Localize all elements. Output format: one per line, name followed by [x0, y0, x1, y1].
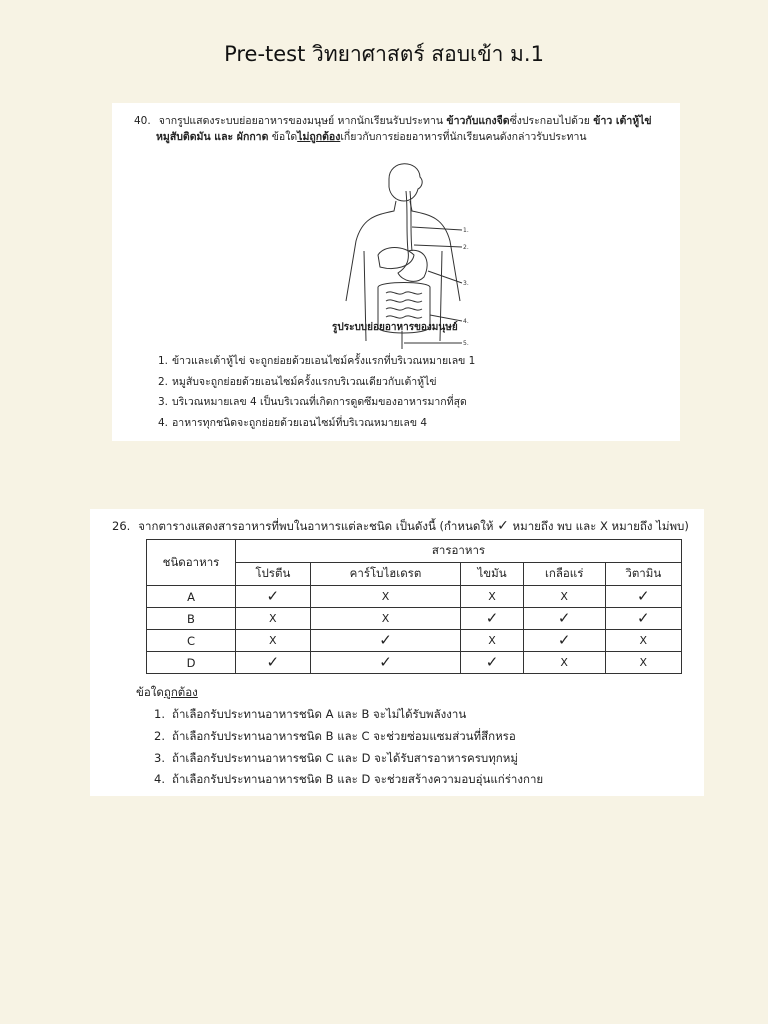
option-text: ถ้าเลือกรับประทานอาหารชนิด A และ B จะไม่ได้รับพลังงาน [172, 707, 467, 721]
question-26-card [90, 509, 704, 796]
check-icon: ✓ [497, 518, 509, 534]
table-cell: X [605, 630, 681, 652]
option-number: 2. [158, 376, 169, 388]
option-number: 4. [158, 417, 169, 429]
table-row [147, 586, 682, 608]
option-2 [154, 728, 516, 746]
question-number: 40. [134, 115, 151, 127]
nutrient-header: โปรตีน [236, 563, 311, 586]
nutrient-header: วิตามิน [605, 563, 681, 586]
table-cell: X [310, 608, 461, 630]
option-number: 3. [158, 396, 169, 408]
option-number: 3. [154, 751, 165, 765]
table-cell: ✓ [461, 608, 523, 630]
table-row [147, 652, 682, 674]
answer-underlined: ถูกต้อง [163, 685, 198, 699]
table-cell: ✓ [605, 608, 681, 630]
option-text: หมูสับจะถูกย่อยด้วยเอนไซม์ครั้งแรกบริเวณเดียวกับเต้าหู้ไข่ [172, 376, 437, 388]
nutrient-table [146, 539, 682, 674]
table-cell: ✓ [236, 652, 311, 674]
table-cell: ✓ [236, 586, 311, 608]
stem-text: จากตารางแสดงสารอาหารที่พบในอาหารแต่ละชนิด เป็นดังนี้ (กำหนดให้ [138, 519, 498, 533]
table-cell: ✓ [523, 630, 605, 652]
option-number: 2. [154, 729, 165, 743]
option-number: 1. [154, 707, 165, 721]
stem-bold-text: หมูสับติดมัน และ ผักกาด [156, 131, 269, 143]
figure-label-5: 5. [463, 340, 469, 347]
table-cell: ✓ [310, 630, 461, 652]
stem-text: ข้อใด [268, 131, 298, 143]
food-label: D [147, 652, 236, 674]
option-1 [158, 352, 475, 369]
stem-underlined-text: ไม่ถูกต้อง [297, 131, 341, 143]
food-label: C [147, 630, 236, 652]
table-cell: X [310, 586, 461, 608]
stem-text: จากรูปแสดงระบบย่อยอาหารของมนุษย์ หากนักเรียนรับประทาน [158, 115, 447, 127]
nutrient-group-header: สารอาหาร [236, 540, 682, 563]
table-cell: ✓ [461, 652, 523, 674]
table-cell: X [461, 630, 523, 652]
figure-label-1: 1. [463, 227, 469, 234]
option-1 [154, 706, 466, 724]
nutrient-header: ไขมัน [461, 563, 523, 586]
option-4 [154, 771, 543, 789]
figure-label-4: 4. [463, 318, 469, 325]
food-type-header: ชนิดอาหาร [147, 540, 236, 586]
food-label: A [147, 586, 236, 608]
nutrient-header: คาร์โบไฮเดรต [310, 563, 461, 586]
option-3 [158, 393, 467, 410]
figure-label-2: 2. [463, 244, 469, 251]
option-4 [158, 414, 427, 431]
option-text: ถ้าเลือกรับประทานอาหารชนิด C และ D จะได้รับสารอาหารครบทุกหมู่ [172, 751, 518, 765]
option-text: บริเวณหมายเลข 4 เป็นบริเวณที่เกิดการดูดซึมของอาหารมากที่สุด [172, 396, 467, 408]
stem-text: หมายถึง พบ และ X หมายถึง ไม่พบ) [508, 519, 689, 533]
answer-prefix: ข้อใด [136, 685, 164, 699]
table-cell: X [236, 608, 311, 630]
food-label: B [147, 608, 236, 630]
answer-prompt [136, 684, 198, 702]
stem-text: ซึ่งประกอบไปด้วย [509, 115, 594, 127]
option-text: อาหารทุกชนิดจะถูกย่อยด้วยเอนไซม์ที่บริเวณหมายเลข 4 [172, 417, 428, 429]
table-cell: X [523, 652, 605, 674]
stem-text: เกี่ยวกับการย่อยอาหารที่นักเรียนคนดังกล่าวรับประทาน [340, 131, 587, 143]
figure-caption: รูประบบย่อยอาหารของมนุษย์ [332, 322, 458, 333]
stem-bold-text: ข้าว เต้าหู้ไข่ [593, 115, 652, 127]
option-text: ถ้าเลือกรับประทานอาหารชนิด B และ D จะช่วยสร้างความอบอุ่นแก่ร่างกาย [172, 772, 544, 786]
table-cell: ✓ [605, 586, 681, 608]
table-cell: X [236, 630, 311, 652]
question-40-stem [134, 113, 674, 145]
option-3 [154, 750, 518, 768]
table-cell: ✓ [523, 608, 605, 630]
option-number: 4. [154, 772, 165, 786]
table-row [147, 630, 682, 652]
stem-bold-text: ข้าวกับแกงจืด [446, 115, 510, 127]
option-2 [158, 373, 437, 390]
figure-label-3: 3. [463, 280, 469, 287]
table-cell: X [523, 586, 605, 608]
table-cell: X [461, 586, 523, 608]
question-40-card [112, 103, 680, 441]
table-row [147, 608, 682, 630]
table-cell: X [605, 652, 681, 674]
table-cell: ✓ [310, 652, 461, 674]
question-26-stem [112, 518, 689, 534]
option-text: ถ้าเลือกรับประทานอาหารชนิด B และ C จะช่วยซ่อมแซมส่วนที่สึกหรอ [172, 729, 516, 743]
option-text: ข้าวและเต้าหู้ไข่ จะถูกย่อยด้วยเอนไซม์ครั้งแรกที่บริเวณหมายเลข 1 [172, 355, 476, 367]
question-number: 26. [112, 519, 131, 533]
page-title: Pre-test วิทยาศาสตร์ สอบเข้า ม.1 [224, 42, 544, 66]
option-number: 1. [158, 355, 169, 367]
nutrient-header: เกลือแร่ [523, 563, 605, 586]
